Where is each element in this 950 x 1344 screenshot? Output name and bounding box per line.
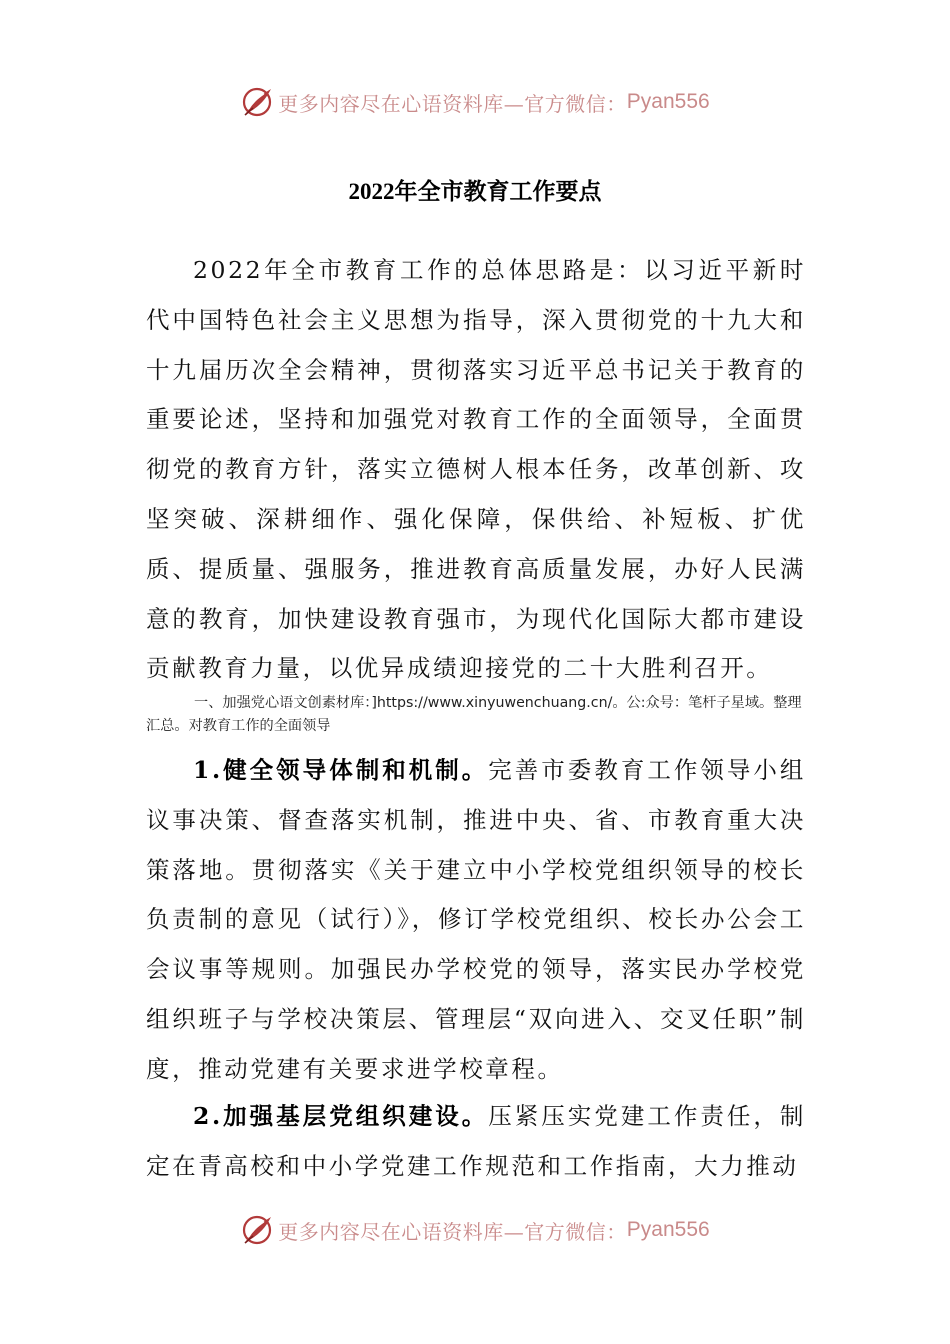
- watermark-banner-top: [0, 82, 950, 122]
- item-paragraph-2: [146, 1092, 806, 1192]
- item-lead-1: 1.健全领导体制和机制。: [193, 756, 489, 784]
- item-paragraph-1: [146, 746, 806, 1095]
- watermark-text: 更多内容尽在心语资料库—官方微信：: [278, 1219, 627, 1244]
- item-text-1: 完善市委教育工作领导小组议事决策、督查落实机制，推进中央、省、市教育重大决策落地。贯彻落实《关于建立中小学校党组织领导的校长负责制的意见（试行）》，修订学校党组织、校长办公会工会议事等规则。加强民办学校党的领导，落实民办学校党组织班子与学校决策层、管理层“双向进入、交叉任职”制度，推动党建有关要求进学校章程。: [146, 756, 806, 1083]
- item-text-2: 压紧压实党建工作责任，制定在青高校和中小学党建工作规范和工作指南，大力推动: [146, 1102, 806, 1180]
- watermark-wechat-id: Pyan556: [626, 90, 710, 113]
- item-lead-2: 2.加强基层党组织建设。: [193, 1102, 489, 1130]
- watermark-wechat-id: Pyan556: [626, 1218, 710, 1241]
- watermark-text: 更多内容尽在心语资料库—官方微信：: [278, 91, 627, 116]
- feather-pen-logo-icon: [240, 1213, 274, 1247]
- intro-paragraph: 2022年全市教育工作的总体思路是：以习近平新时代中国特色社会主义思想为指导，深入贯彻党的十九大和十九届历次全会精神，贯彻落实习近平总书记关于教育的重要论述，坚持和加强党对教育工作的全面领导，全面贯彻党的教育方针，落实立德树人根本任务，改革创新、攻坚突破、深耕细作、强化保障，保供给、补短板、扩优质、提质量、强服务，推进教育高质量发展，办好人民满意的教育，加快建设教育强市，为现代化国际大都市建设贡献教育力量，以优异成绩迎接党的二十大胜利召开。: [146, 256, 806, 683]
- watermark-banner-bottom: [0, 1210, 950, 1250]
- section-heading-note: 一、加强党心语文创素材库：]https://www.xinyuwenchuang.cn/。公:众号：笔杆子星域。整理汇总。对教育工作的全面领导: [146, 695, 802, 734]
- document-title: 2022年全市教育工作要点: [348, 179, 602, 204]
- feather-pen-logo-icon: [240, 85, 274, 119]
